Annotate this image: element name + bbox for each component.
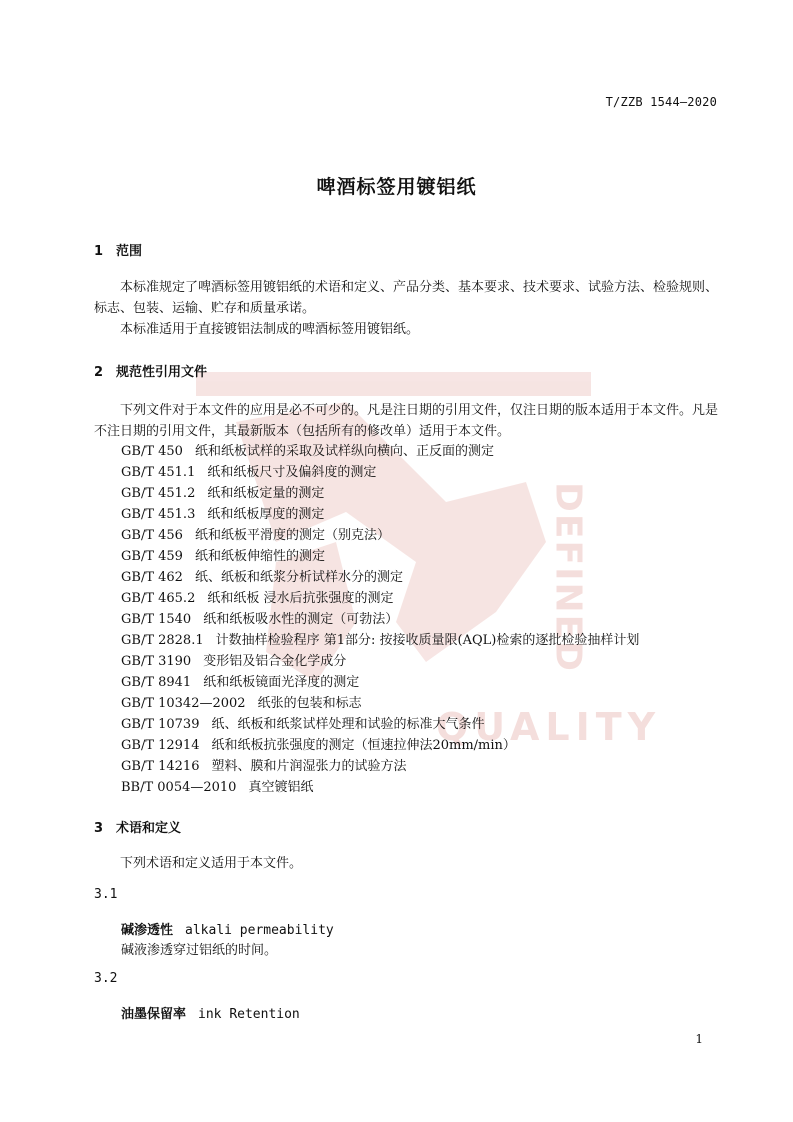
reference-item — [121, 693, 639, 714]
reference-code: GB/T 456 — [121, 528, 183, 543]
clause-number: 3.1 — [94, 887, 118, 902]
reference-code: GB/T 8941 — [121, 675, 192, 690]
reference-code: GB/T 451.2 — [121, 486, 196, 501]
reference-list — [121, 441, 639, 798]
reference-code: GB/T 12914 — [121, 738, 200, 753]
reference-item — [121, 651, 639, 672]
reference-title: 纸和纸板 浸水后抗张强度的测定 — [207, 591, 394, 606]
reference-item — [121, 525, 639, 546]
watermark-vertical-text: DEFINED — [547, 482, 589, 674]
term-chinese: 碱渗透性 — [121, 923, 174, 938]
reference-code: GB/T 462 — [121, 570, 183, 585]
reference-item — [121, 441, 639, 462]
scope-paragraph-2: 本标准适用于直接镀铝法制成的啤酒标签用镀铝纸。 — [120, 322, 420, 337]
reference-title: 纸和纸板伸缩性的测定 — [194, 549, 325, 564]
term-entry — [121, 1003, 300, 1022]
reference-code: GB/T 465.2 — [121, 591, 196, 606]
reference-code: GB/T 459 — [121, 549, 183, 564]
reference-title: 纸和纸板定量的测定 — [207, 486, 325, 501]
reference-code: GB/T 2828.1 — [121, 633, 204, 648]
reference-item — [121, 777, 639, 798]
reference-item — [121, 462, 639, 483]
watermark-horizontal-text: QUALITY — [436, 705, 662, 749]
reference-item — [121, 630, 639, 651]
clause-number: 3.2 — [94, 971, 118, 986]
reference-code: GB/T 14216 — [121, 759, 200, 774]
reference-item — [121, 714, 639, 735]
scope-paragraph-1: 本标准规定了啤酒标签用镀铝纸的术语和定义、产品分类、基本要求、技术要求、试验方法、检验规则、标志、包装、运输、贮存和质量承诺。 — [94, 280, 719, 316]
reference-item — [121, 546, 639, 567]
term-english: alkali permeability — [185, 923, 334, 938]
reference-code: BB/T 0054—2010 — [121, 780, 237, 795]
term-definition: 碱液渗透穿过铝纸的时间。 — [121, 943, 278, 958]
document-title: 啤酒标签用镀铝纸 — [316, 176, 477, 198]
reference-code: GB/T 450 — [121, 444, 183, 459]
section-title: 术语和定义 — [116, 821, 182, 836]
reference-code: GB/T 10342—2002 — [121, 696, 246, 711]
reference-title: 纸和纸板尺寸及偏斜度的测定 — [207, 465, 377, 480]
reference-code: GB/T 451.3 — [121, 507, 196, 522]
reference-title: 计数抽样检验程序 第1部分: 按接收质量限(AQL)检索的逐批检验抽样计划 — [215, 633, 640, 648]
term-entry — [121, 919, 334, 938]
reference-title: 真空镀铝纸 — [248, 780, 314, 795]
term-english: ink Retention — [198, 1007, 300, 1022]
section-heading-normative — [94, 361, 207, 380]
reference-item — [121, 735, 639, 756]
reference-item — [121, 609, 639, 630]
section-title: 规范性引用文件 — [116, 365, 208, 380]
reference-title: 纸和纸板吸水性的测定（可勃法） — [203, 612, 399, 627]
reference-item — [121, 588, 639, 609]
reference-code: GB/T 1540 — [121, 612, 192, 627]
reference-title: 塑料、膜和片润湿张力的试验方法 — [211, 759, 407, 774]
reference-code: GB/T 3190 — [121, 654, 192, 669]
reference-item — [121, 567, 639, 588]
reference-title: 纸和纸板平滑度的测定（别克法） — [194, 528, 390, 543]
reference-item — [121, 672, 639, 693]
section-number: 3 — [94, 821, 104, 836]
section-number: 2 — [94, 365, 104, 380]
section-heading-terms — [94, 817, 181, 836]
reference-title: 纸张的包装和标志 — [257, 696, 362, 711]
section-number: 1 — [94, 244, 104, 259]
page-number: 1 — [695, 1032, 703, 1046]
normative-intro: 下列文件对于本文件的应用是必不可少的。凡是注日期的引用文件，仅注日期的版本适用于本文件。凡是不注日期的引用文件，其最新版本（包括所有的修改单）适用于本文件。 — [94, 403, 719, 439]
terms-intro: 下列术语和定义适用于本文件。 — [120, 856, 303, 871]
reference-code: GB/T 451.1 — [121, 465, 196, 480]
reference-item — [121, 756, 639, 777]
term-chinese: 油墨保留率 — [121, 1007, 187, 1022]
reference-title: 纸和纸板抗张强度的测定（恒速拉伸法20mm/min） — [211, 738, 516, 753]
reference-title: 纸和纸板厚度的测定 — [207, 507, 325, 522]
reference-code: GB/T 10739 — [121, 717, 200, 732]
document-code: T/ZZB 1544—2020 — [605, 95, 717, 109]
reference-title: 变形铝及铝合金化学成分 — [203, 654, 347, 669]
reference-title: 纸和纸板镜面光泽度的测定 — [203, 675, 360, 690]
reference-title: 纸、纸板和纸浆试样处理和试验的标准大气条件 — [211, 717, 485, 732]
reference-item — [121, 483, 639, 504]
section-title: 范围 — [116, 244, 143, 259]
reference-item — [121, 504, 639, 525]
section-heading-scope — [94, 240, 142, 259]
reference-title: 纸、纸板和纸浆分析试样水分的测定 — [194, 570, 403, 585]
reference-title: 纸和纸板试样的采取及试样纵向横向、正反面的测定 — [194, 444, 494, 459]
